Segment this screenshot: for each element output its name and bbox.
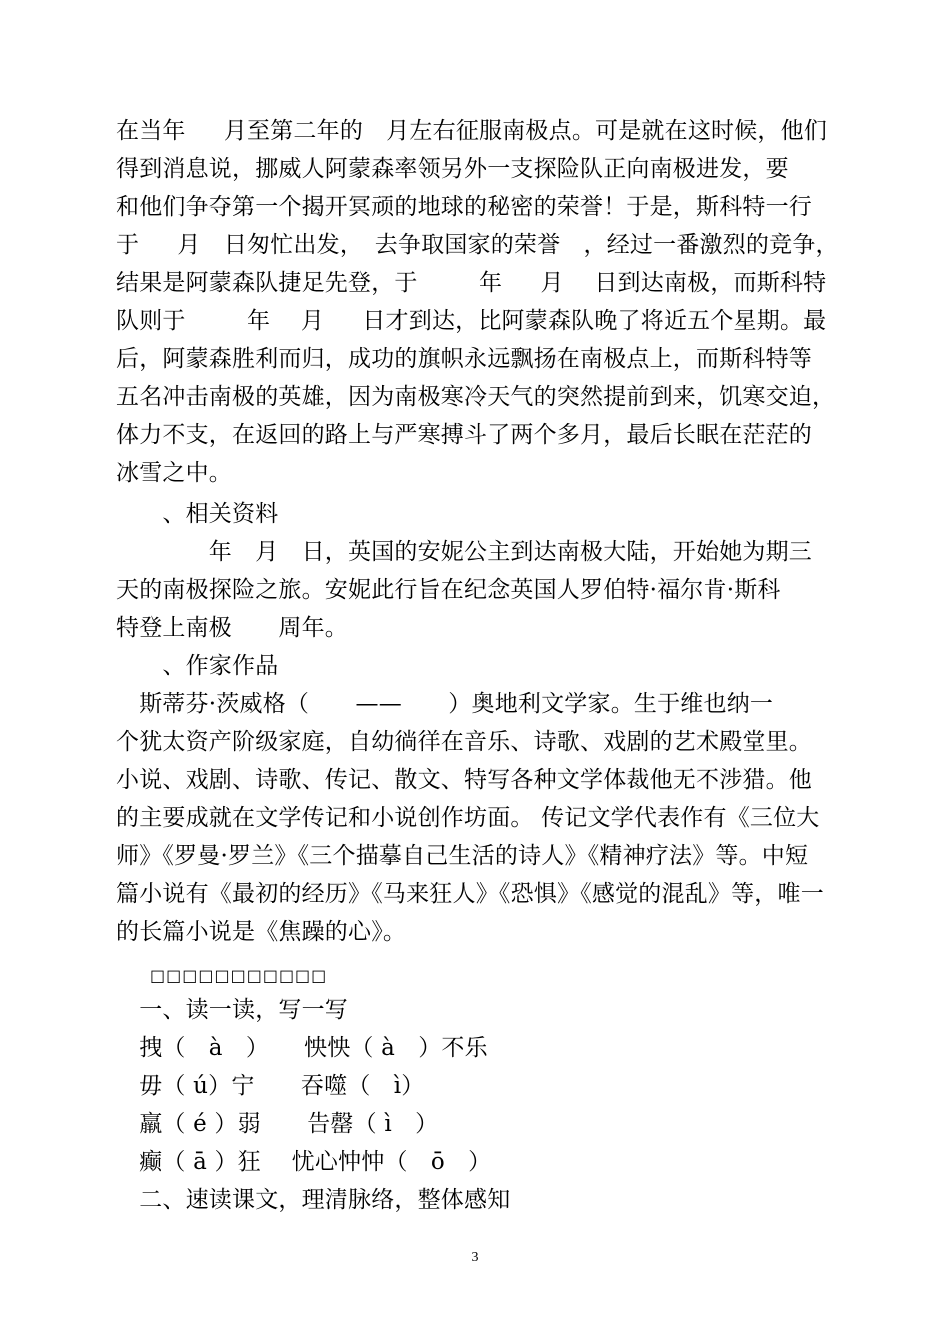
history-line-2: 得到消息说，挪威人阿蒙森率领另外一支探险队正向南极进发，要 <box>116 156 789 182</box>
vocab-row-4: 癫（ ā ）狂 忧心忡忡（ ō ） <box>116 1149 492 1175</box>
vocab-row-3: 羸（ é ）弱 告罄（ ì ） <box>116 1111 439 1137</box>
history-line-6: 队则于 年 月 日才到达，比阿蒙森队晚了将近五个星期。最 <box>116 308 827 334</box>
related-line-2: 天的南极探险之旅。安妮此行旨在纪念英国人罗伯特·福尔肯·斯科 <box>116 577 781 603</box>
author-line-7: 的长篇小说是《焦躁的心》。 <box>116 919 407 945</box>
section-related-heading: 、相关资料 <box>116 501 279 527</box>
history-line-9: 体力不支，在返回的路上与严寒搏斗了两个多月，最后长眠在茫茫的 <box>116 422 812 448</box>
page-number: 3 <box>471 1250 479 1265</box>
related-line-3: 特登上南极 周年。 <box>116 615 348 641</box>
exercise-two-title: 二、速读课文，理清脉络，整体感知 <box>116 1187 511 1213</box>
author-line-6: 篇小说有《最初的经历》《马来狂人》《恐惧》《感觉的混乱》等，唯一 <box>116 881 824 907</box>
history-line-1: 在当年 月至第二年的 月左右征服南极点。可是就在这时候，他们 <box>116 118 828 144</box>
author-line-2: 个犹太资产阶级家庭，自幼徜徉在音乐、诗歌、戏剧的艺术殿堂里。 <box>116 729 812 755</box>
history-line-4: 于 月 日匆忙出发， 去争取国家的荣誉 ，经过一番激烈的竞争， <box>116 232 839 258</box>
author-line-4: 的主要成就在文学传记和小说创作坊面。 传记文学代表作有《三位大 <box>116 805 820 831</box>
section-author-heading: 、作家作品 <box>116 653 279 679</box>
history-line-8: 五名冲击南极的英雄，因为南极寒冷天气的突然提前到来，饥寒交迫， <box>116 384 836 410</box>
history-line-10: 冰雪之中。 <box>116 460 232 486</box>
history-line-5: 结果是阿蒙森队捷足先登，于 年 月 日到达南极，而斯科特 <box>116 270 827 296</box>
author-line-5: 师》《罗曼·罗兰》《三个描摹自己生活的诗人》《精神疗法》等。中短 <box>116 843 809 869</box>
author-line-1: 斯蒂芬·茨威格（ —— ）奥地利文学家。生于维也纳一 <box>116 691 774 717</box>
vocab-row-1: 拽（ à ） 怏怏（ à ）不乐 <box>116 1035 488 1061</box>
exercise-one-title: 一、读一读，写一写 <box>116 997 348 1023</box>
author-line-3: 小说、戏剧、诗歌、传记、散文、特写各种文学体裁他无不涉猎。他 <box>116 767 812 793</box>
history-line-7: 后，阿蒙森胜利而归，成功的旗帜永远飘扬在南极点上，而斯科特等 <box>116 346 812 372</box>
garbled-heading: □□□□□□□□□□□ <box>116 966 328 985</box>
history-line-3: 和他们争夺第一个揭开冥顽的地球的秘密的荣誉！于是，斯科特一行 <box>116 194 812 220</box>
vocab-row-2: 毋（ ú）宁 吞噬（ ì） <box>116 1073 425 1099</box>
related-line-1: 年 月 日，英国的安妮公主到达南极大陆，开始她为期三 <box>116 539 812 565</box>
